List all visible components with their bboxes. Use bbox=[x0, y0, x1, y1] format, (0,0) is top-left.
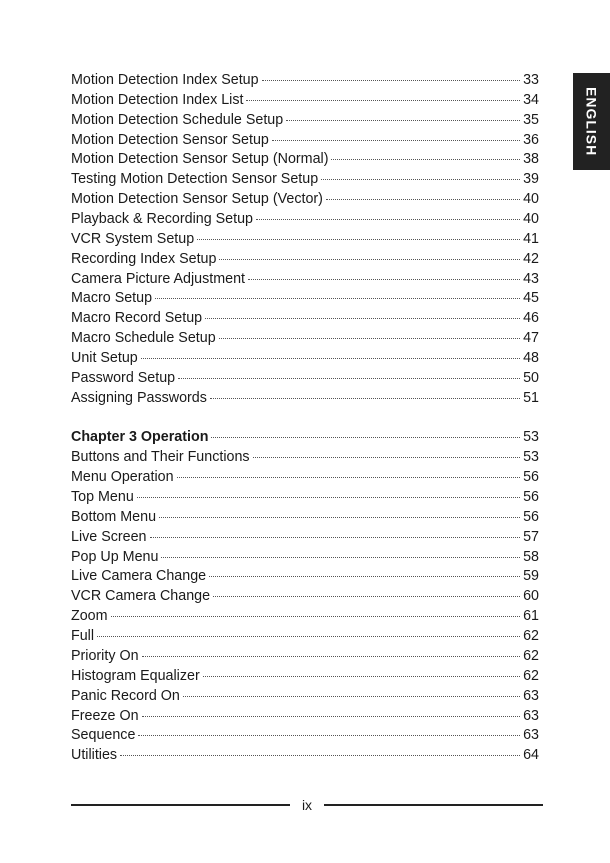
dot-leader bbox=[213, 595, 520, 597]
dot-leader bbox=[321, 178, 520, 180]
toc-entry[interactable] bbox=[71, 707, 539, 727]
dot-leader bbox=[209, 575, 520, 577]
toc-entry-title: Motion Detection Sensor Setup (Vector) bbox=[71, 191, 323, 208]
toc-entry-page: 40 bbox=[523, 191, 539, 208]
toc-entry-page: 53 bbox=[523, 429, 539, 446]
toc-entry[interactable] bbox=[71, 91, 539, 111]
toc-entry[interactable] bbox=[71, 627, 539, 647]
toc-entry-title: VCR System Setup bbox=[71, 230, 195, 247]
toc-entry-title: Pop Up Menu bbox=[71, 548, 159, 565]
toc-entry-page: 56 bbox=[523, 469, 539, 486]
dot-leader bbox=[178, 377, 520, 379]
toc-entry-title: Testing Motion Detection Sensor Setup bbox=[71, 171, 319, 188]
toc-entry-title: Recording Index Setup bbox=[71, 250, 217, 267]
dot-leader bbox=[137, 496, 520, 498]
dot-leader bbox=[203, 675, 520, 677]
toc-entry[interactable] bbox=[71, 548, 539, 568]
dot-leader bbox=[142, 655, 520, 657]
toc-entry[interactable] bbox=[71, 71, 539, 91]
dot-leader bbox=[331, 158, 520, 160]
page-footer bbox=[71, 794, 543, 816]
dot-leader bbox=[155, 297, 520, 299]
dot-leader bbox=[111, 615, 520, 617]
toc-entry-page: 43 bbox=[523, 270, 539, 287]
toc-entry-page: 34 bbox=[523, 91, 539, 108]
toc-entry-title: Assigning Passwords bbox=[71, 389, 207, 406]
toc-entry[interactable] bbox=[71, 607, 539, 627]
toc-entry[interactable] bbox=[71, 170, 539, 190]
dot-leader bbox=[150, 536, 521, 538]
toc-entry[interactable] bbox=[71, 468, 539, 488]
toc-entry[interactable] bbox=[71, 210, 539, 230]
toc-entry[interactable] bbox=[71, 528, 539, 548]
toc-entry-page: 41 bbox=[523, 230, 539, 247]
toc-entry-title: Histogram Equalizer bbox=[71, 667, 200, 684]
toc-entry-page: 63 bbox=[523, 727, 539, 744]
toc-entry-page: 59 bbox=[523, 568, 539, 585]
toc-entry-page: 63 bbox=[523, 707, 539, 724]
toc-entry[interactable] bbox=[71, 349, 539, 369]
dot-leader bbox=[141, 357, 520, 359]
toc-entry-page: 51 bbox=[523, 389, 539, 406]
toc-entry-page: 40 bbox=[523, 211, 539, 228]
toc-entry-title: Freeze On bbox=[71, 707, 139, 724]
toc-entry-title: Macro Setup bbox=[71, 290, 153, 307]
toc-chapter-heading[interactable] bbox=[71, 428, 539, 448]
table-of-contents bbox=[71, 71, 539, 766]
toc-entry-page: 53 bbox=[523, 449, 539, 466]
toc-entry[interactable] bbox=[71, 667, 539, 687]
toc-entry-title: Utilities bbox=[71, 747, 118, 764]
language-tab-label: ENGLISH bbox=[583, 86, 600, 157]
toc-entry[interactable] bbox=[71, 647, 539, 667]
dot-leader bbox=[183, 695, 520, 697]
page-number: ix bbox=[301, 797, 313, 813]
toc-entry-page: 62 bbox=[523, 667, 539, 684]
toc-entry-page: 36 bbox=[523, 131, 539, 148]
dot-leader bbox=[159, 516, 520, 518]
language-tab bbox=[573, 73, 610, 170]
toc-entry-page: 45 bbox=[523, 290, 539, 307]
toc-entry-title: Motion Detection Index List bbox=[71, 91, 244, 108]
toc-entry-title: Menu Operation bbox=[71, 469, 174, 486]
dot-leader bbox=[120, 754, 520, 756]
toc-entry[interactable] bbox=[71, 389, 539, 409]
toc-entry-title: Zoom bbox=[71, 608, 108, 625]
toc-entry-title: Panic Record On bbox=[71, 687, 180, 704]
dot-leader bbox=[211, 436, 520, 438]
toc-entry-title: Full bbox=[71, 628, 95, 645]
toc-entry-title: Live Camera Change bbox=[71, 568, 207, 585]
toc-entry-page: 46 bbox=[523, 310, 539, 327]
footer-rule-left bbox=[71, 804, 290, 806]
toc-entry-title: Sequence bbox=[71, 727, 136, 744]
dot-leader bbox=[161, 556, 520, 558]
toc-entry-title: Top Menu bbox=[71, 489, 134, 506]
dot-leader bbox=[246, 99, 520, 101]
toc-entry-title: Motion Detection Sensor Setup (Normal) bbox=[71, 151, 329, 168]
toc-entry-title: Chapter 3 Operation bbox=[71, 429, 209, 446]
toc-entry-page: 63 bbox=[523, 687, 539, 704]
toc-entry-page: 62 bbox=[523, 628, 539, 645]
toc-entry-page: 58 bbox=[523, 548, 539, 565]
toc-entry-title: Password Setup bbox=[71, 369, 176, 386]
dot-leader bbox=[97, 635, 520, 637]
dot-leader bbox=[142, 715, 520, 717]
toc-entry[interactable] bbox=[71, 448, 539, 468]
toc-entry-title: Motion Detection Sensor Setup bbox=[71, 131, 269, 148]
dot-leader bbox=[210, 397, 520, 399]
toc-entry[interactable] bbox=[71, 270, 539, 290]
toc-entry-title: Playback & Recording Setup bbox=[71, 211, 253, 228]
toc-entry-title: Camera Picture Adjustment bbox=[71, 270, 246, 287]
dot-leader bbox=[197, 238, 520, 240]
toc-entry-page: 38 bbox=[523, 151, 539, 168]
toc-entry[interactable] bbox=[71, 508, 539, 528]
dot-leader bbox=[205, 317, 520, 319]
toc-entry[interactable] bbox=[71, 726, 539, 746]
dot-leader bbox=[138, 734, 520, 736]
dot-leader bbox=[219, 337, 520, 339]
dot-leader bbox=[253, 456, 520, 458]
toc-entry[interactable] bbox=[71, 190, 539, 210]
toc-entry-title: Unit Setup bbox=[71, 350, 138, 367]
toc-entry-page: 39 bbox=[523, 171, 539, 188]
section-spacer bbox=[71, 409, 539, 429]
toc-entry-title: Macro Schedule Setup bbox=[71, 330, 216, 347]
toc-entry[interactable] bbox=[71, 230, 539, 250]
toc-entry-title: VCR Camera Change bbox=[71, 588, 211, 605]
toc-entry-title: Macro Record Setup bbox=[71, 310, 203, 327]
dot-leader bbox=[286, 119, 520, 121]
dot-leader bbox=[326, 198, 520, 200]
toc-entry[interactable] bbox=[71, 150, 539, 170]
toc-entry-page: 35 bbox=[523, 111, 539, 128]
toc-entry[interactable] bbox=[71, 131, 539, 151]
toc-entry-page: 47 bbox=[523, 330, 539, 347]
toc-entry[interactable] bbox=[71, 587, 539, 607]
toc-entry[interactable] bbox=[71, 111, 539, 131]
toc-entry[interactable] bbox=[71, 369, 539, 389]
toc-entry-page: 33 bbox=[523, 72, 539, 88]
toc-entry[interactable] bbox=[71, 309, 539, 329]
dot-leader bbox=[272, 139, 520, 141]
toc-entry-page: 56 bbox=[523, 508, 539, 525]
toc-entry[interactable] bbox=[71, 289, 539, 309]
toc-entry-page: 42 bbox=[523, 250, 539, 267]
toc-entry-page: 64 bbox=[523, 747, 539, 764]
toc-entry-title: Priority On bbox=[71, 647, 139, 664]
toc-entry[interactable] bbox=[71, 746, 539, 766]
toc-entry-page: 62 bbox=[523, 647, 539, 664]
dot-leader bbox=[177, 476, 520, 478]
toc-entry-page: 60 bbox=[523, 588, 539, 605]
toc-entry[interactable] bbox=[71, 250, 539, 270]
toc-entry-title: Motion Detection Index Setup bbox=[71, 72, 259, 88]
toc-entry-page: 57 bbox=[523, 528, 539, 545]
toc-entry-page: 50 bbox=[523, 369, 539, 386]
toc-entry-title: Live Screen bbox=[71, 528, 147, 545]
toc-entry-page: 48 bbox=[523, 350, 539, 367]
dot-leader bbox=[256, 218, 520, 220]
toc-entry-page: 61 bbox=[523, 608, 539, 625]
toc-entry[interactable] bbox=[71, 687, 539, 707]
toc-entry[interactable] bbox=[71, 329, 539, 349]
toc-entry-page: 56 bbox=[523, 489, 539, 506]
toc-entry[interactable] bbox=[71, 488, 539, 508]
toc-entry[interactable] bbox=[71, 567, 539, 587]
dot-leader bbox=[262, 79, 520, 81]
footer-rule-right bbox=[324, 804, 543, 806]
toc-entry-title: Motion Detection Schedule Setup bbox=[71, 111, 284, 128]
toc-entry-title: Bottom Menu bbox=[71, 508, 157, 525]
toc-entry-title: Buttons and Their Functions bbox=[71, 449, 250, 466]
dot-leader bbox=[219, 258, 520, 260]
dot-leader bbox=[248, 278, 520, 280]
